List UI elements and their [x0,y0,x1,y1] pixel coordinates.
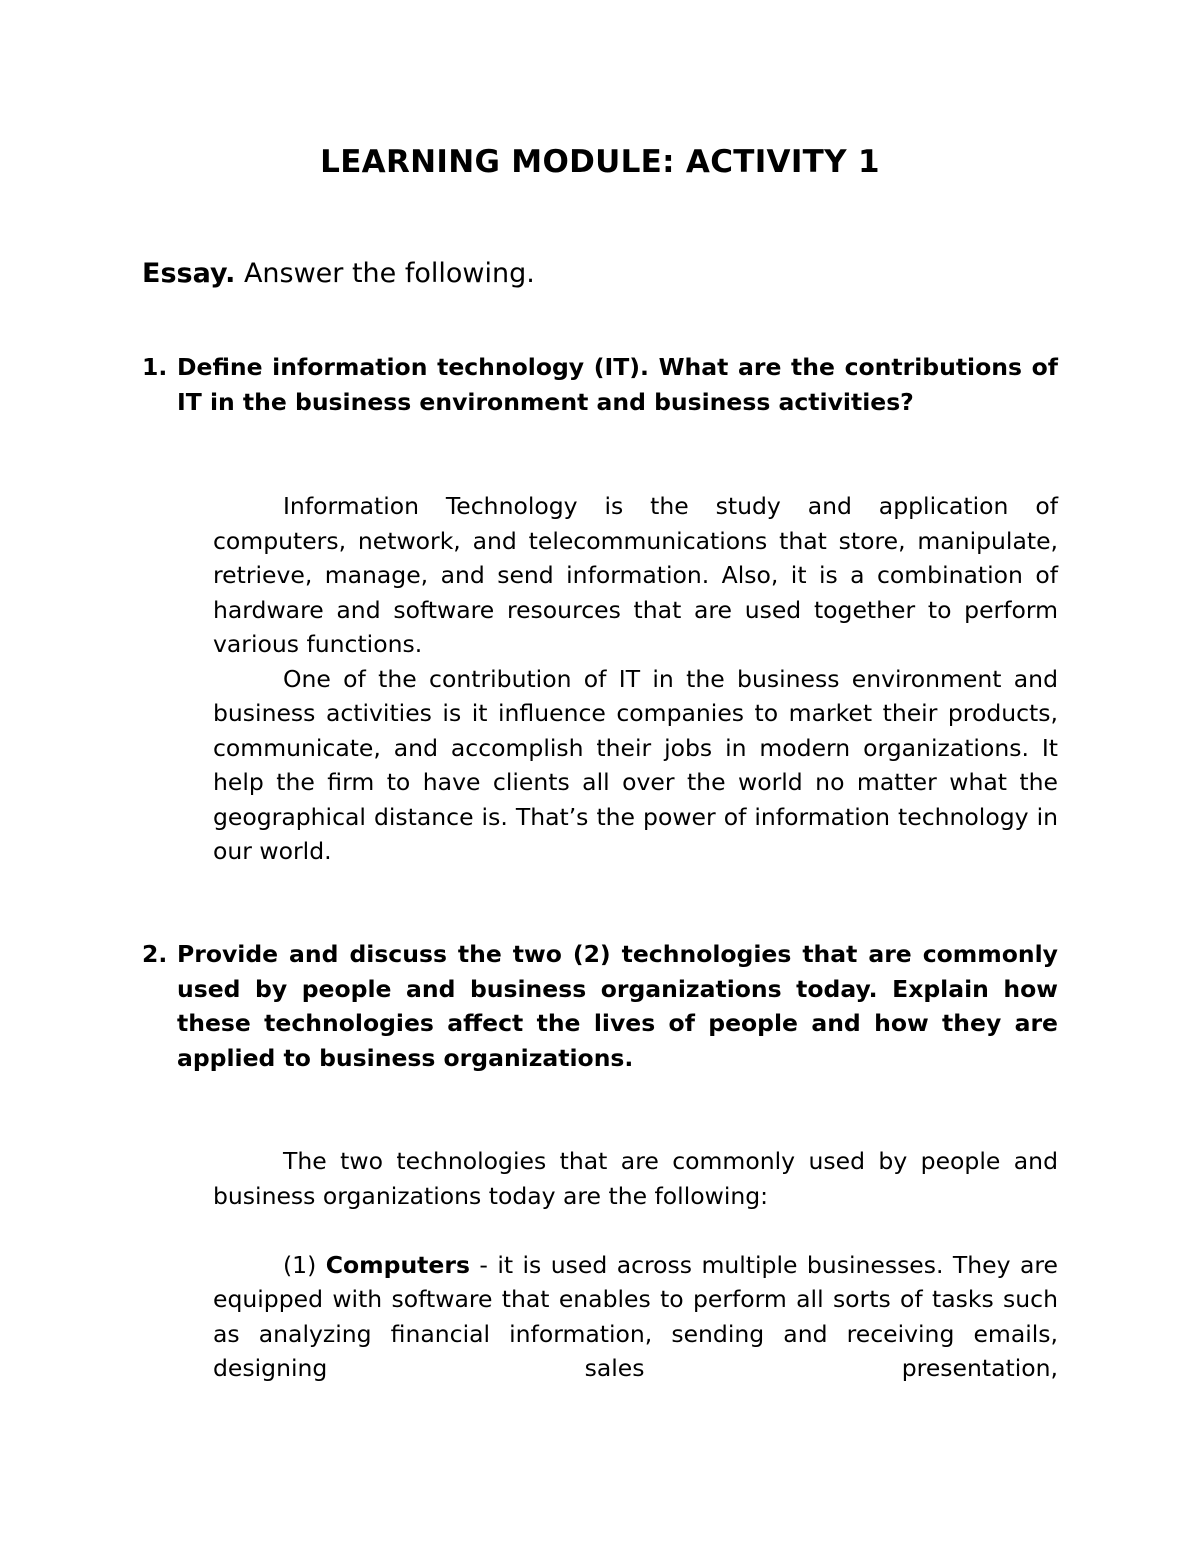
answer-1-paragraph-1: Information Technology is the study and application of computers, network, and telecommunications that store, manipulate, retrieve, manage, and send information. Also, it is a combination of hardware and software resources that are used together to perform various functions. [213,492,1058,658]
instructions-text: Answer the following. [235,258,535,289]
instructions [142,254,535,294]
answer-1-paragraph-2: One of the contribution of IT in the business environment and business activities is it influence companies to market their products, communicate, and accomplish their jobs in modern organizations. It help the firm to have clients all over the world no matter what the geographical distance is. That’s the power of information technology in our world. [213,664,1058,865]
question-2-number: 2. [142,940,168,968]
answer-2-item-1-prefix: (1) [283,1250,326,1279]
question-2-text: Provide and discuss the two (2) technologies that are commonly used by people and business organizations today. Explain how these technologies affect the lives of people and how they are applied to business organizations. [177,940,1058,1072]
instructions-label: Essay. [142,258,236,289]
question-2 [142,937,1058,1075]
answer-2-item-1-term: Computers [325,1250,470,1279]
question-1-text: Define information technology (IT). What are the contributions of IT in the business environment and business activities? [177,353,1058,416]
question-1-number: 1. [142,353,168,381]
answer-2-intro: The two technologies that are commonly used by people and business organizations today are the following: [213,1147,1058,1210]
answer-2-item-1-text: - it is used across multiple businesses. They are equipped with software that enables to perform all sorts of tasks such as analyzing financial information, sending and receiving emails, designing sales presentation, [213,1250,1058,1382]
page-title: LEARNING MODULE: ACTIVITY 1 [320,144,880,180]
answer-1 [213,489,1058,869]
question-1 [142,350,1058,419]
answer-2-item-1 [213,1248,1058,1386]
answer-2 [213,1144,1058,1386]
